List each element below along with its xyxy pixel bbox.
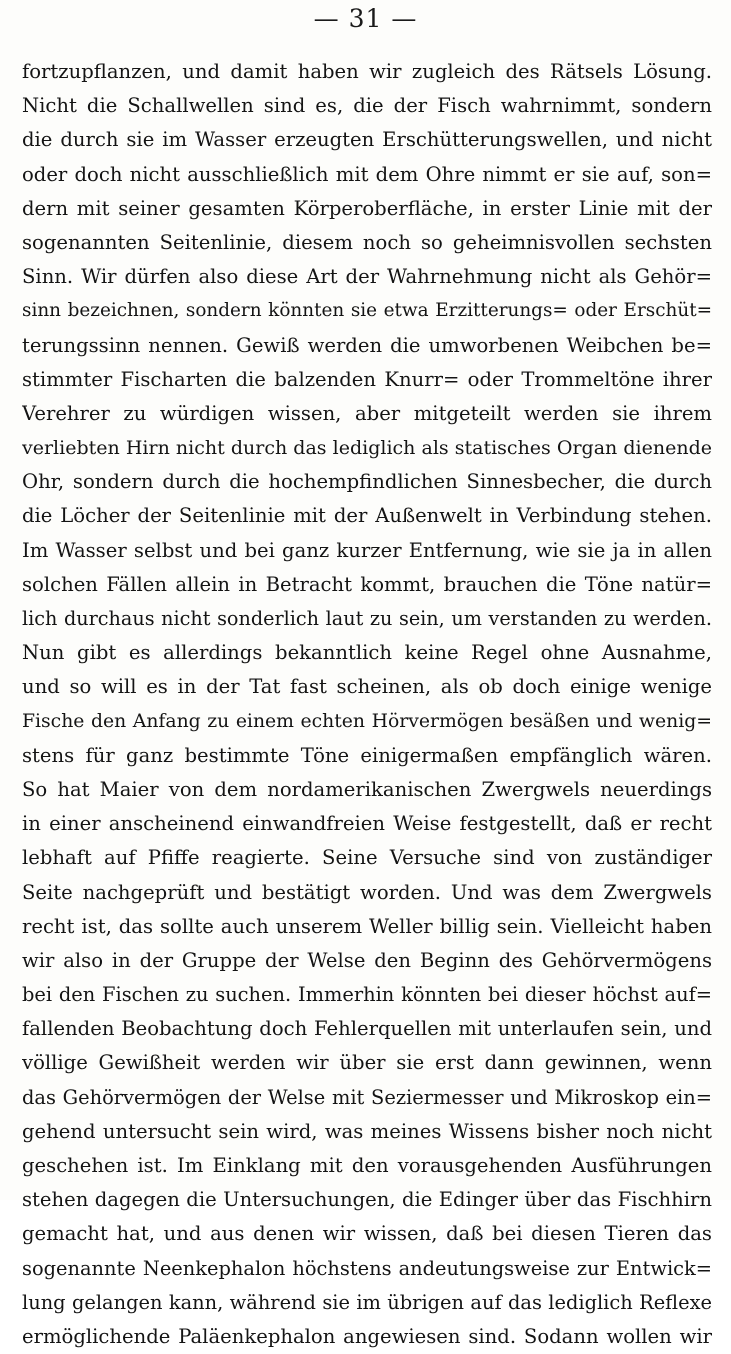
text-line: solchen Fällen allein in Betracht kommt, brauchen die Töne natür= — [22, 572, 712, 596]
body-text — [22, 55, 712, 1354]
text-line: lebhaft auf Pfiffe reagierte. Seine Versuche sind von zuständiger — [22, 846, 712, 870]
text-line: stens für ganz bestimmte Töne einigermaßen empfänglich wären. — [22, 743, 712, 767]
text-line: dern mit seiner gesamten Körperoberfläche, in erster Linie mit der — [22, 196, 712, 220]
text-line: Verehrer zu würdigen wissen, aber mitgeteilt werden sie ihrem — [22, 401, 712, 425]
text-line: terungssinn nennen. Gewiß werden die umworbenen Weibchen be= — [22, 333, 712, 357]
text-line: die Löcher der Seitenlinie mit der Außenwelt in Verbindung stehen. — [22, 504, 712, 528]
text-line: fallenden Beobachtung doch Fehlerquellen mit unterlaufen sein, und — [22, 1017, 712, 1041]
text-line: Sinn. Wir dürfen also diese Art der Wahrnehmung nicht als Gehör= — [22, 265, 712, 289]
text-line: oder doch nicht ausschließlich mit dem Ohre nimmt er sie auf, son= — [22, 162, 712, 186]
text-line: wir also in der Gruppe der Welse den Beginn des Gehörvermögens — [22, 948, 712, 972]
text-line: fortzupflanzen, und damit haben wir zugleich des Rätsels Lösung. — [22, 60, 712, 83]
text-line: und so will es in der Tat fast scheinen, als ob doch einige wenige — [22, 675, 712, 699]
page-number: — 31 — — [313, 4, 418, 33]
text-line: die durch sie im Wasser erzeugten Erschütterungswellen, und nicht — [22, 128, 712, 152]
text-line: bei den Fischen zu suchen. Immerhin könnten bei dieser höchst auf= — [22, 983, 712, 1007]
text-line: gemacht hat, und aus denen wir wissen, daß bei diesen Tieren das — [22, 1222, 712, 1246]
text-line: Nicht die Schallwellen sind es, die der Fisch wahrnimmt, sondern — [22, 94, 712, 118]
text-line: stehen dagegen die Untersuchungen, die Edinger über das Fischhirn — [22, 1188, 712, 1212]
text-line: sogenannten Seitenlinie, diesem noch so geheimnisvollen sechsten — [22, 230, 712, 254]
text-line: Nun gibt es allerdings bekanntlich keine Regel ohne Ausnahme, — [22, 641, 712, 665]
text-line: gehend untersucht sein wird, was meines Wissens bisher noch nicht — [22, 1119, 712, 1143]
text-line: recht ist, das sollte auch unserem Weller billig sein. Vielleicht haben — [22, 914, 712, 938]
text-line: Ohr, sondern durch die hochempfindlichen Sinnesbecher, die durch — [22, 470, 712, 494]
text-line: Seite nachgeprüft und bestätigt worden. Und was dem Zwergwels — [22, 880, 712, 904]
text-line: das Gehörvermögen der Welse mit Seziermesser und Mikroskop ein= — [22, 1085, 712, 1109]
text-line: geschehen ist. Im Einklang mit den vorausgehenden Ausführungen — [22, 1154, 712, 1177]
text-line: ermöglichende Paläenkephalon angewiesen sind. Sodann wollen wir — [22, 1324, 712, 1348]
text-line: sinn bezeichnen, sondern könnten sie etwa Erzitterungs= oder Erschüt= — [22, 300, 712, 322]
text-line: stimmter Fischarten die balzenden Knurr= oder Trommeltöne ihrer — [22, 367, 712, 391]
text-line: Im Wasser selbst und bei ganz kurzer Entfernung, wie sie ja in allen — [22, 538, 712, 562]
text-line: sogenannte Neenkephalon höchstens andeutungsweise zur Entwick= — [22, 1256, 712, 1280]
text-line: lich durchaus nicht sonderlich laut zu sein, um verstanden zu werden. — [22, 607, 712, 630]
text-line: lung gelangen kann, während sie im übrigen auf das lediglich Reflexe — [22, 1290, 712, 1314]
text-line: Fische den Anfang zu einem echten Hörvermögen besäßen und wenig= — [22, 710, 712, 732]
text-line: völlige Gewißheit werden wir über sie erst dann gewinnen, wenn — [22, 1051, 712, 1075]
text-line: in einer anscheinend einwandfreien Weise festgestellt, daß er recht — [22, 812, 712, 836]
text-line: So hat Maier von dem nordamerikanischen Zwergwels neuerdings — [22, 777, 712, 801]
text-line: verliebten Hirn nicht durch das lediglich als statisches Organ dienende — [22, 437, 712, 460]
